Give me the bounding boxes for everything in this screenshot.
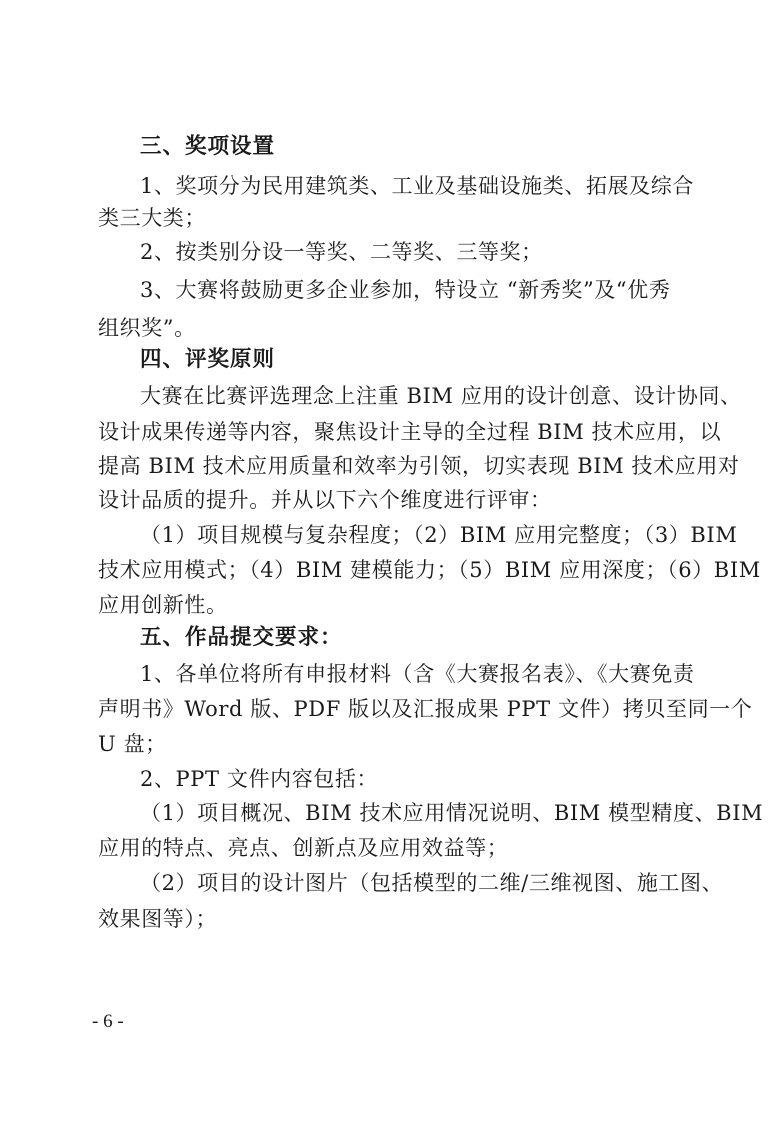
paragraph-line: （1）项目概况、BIM 技术应用情况说明、BIM 模型精度、BIM [140, 801, 764, 825]
paragraph-line: 类三大类； [98, 206, 206, 230]
paragraph-line: 应用创新性。 [98, 593, 228, 617]
paragraph-line: 1、各单位将所有申报材料（含《大赛报名表》、《大赛免责 [140, 662, 695, 686]
paragraph-line: 应用的特点、亮点、创新点及应用效益等； [98, 836, 509, 860]
paragraph-line: 声明书》Word 版、PDF 版以及汇报成果 PPT 文件）拷贝至同一个 [98, 697, 753, 721]
paragraph-line: 组织奖”。 [98, 316, 196, 340]
section-heading-awards: 三、奖项设置 [140, 134, 276, 159]
paragraph-line: 大赛在比赛评选理念上注重 BIM 应用的设计创意、设计协同、 [140, 384, 742, 408]
paragraph-line: 2、PPT 文件内容包括： [140, 767, 379, 791]
paragraph-line: U 盘； [98, 732, 167, 756]
paragraph-line: 设计成果传递等内容，聚焦设计主导的全过程 BIM 技术应用，以 [98, 420, 722, 444]
paragraph-line: （1）项目规模与复杂程度；（2）BIM 应用完整度；（3）BIM [140, 523, 738, 547]
paragraph-line: 2、按类别分设一等奖、二等奖、三等奖； [140, 240, 543, 264]
section-heading-judging: 四、评奖原则 [140, 347, 276, 372]
paragraph-line: 3、大赛将鼓励更多企业参加，特设立 “新秀奖”及“优秀 [140, 278, 671, 302]
paragraph-line: 效果图等）； [98, 907, 218, 931]
paragraph-line: 设计品质的提升。并从以下六个维度进行评审： [98, 488, 552, 512]
paragraph-line: 提高 BIM 技术应用质量和效率为引领，切实表现 BIM 技术应用对 [98, 454, 740, 478]
paragraph-line: 技术应用模式；（4）BIM 建模能力；（5）BIM 应用深度；（6）BIM [98, 558, 761, 582]
section-heading-submission: 五、作品提交要求： [140, 625, 343, 650]
paragraph-line: 1、奖项分为民用建筑类、工业及基础设施类、拓展及综合 [140, 174, 694, 198]
page-number: - 6 - [92, 1011, 124, 1032]
paragraph-line: （2）项目的设计图片（包括模型的二维/三维视图、施工图、 [140, 871, 724, 895]
